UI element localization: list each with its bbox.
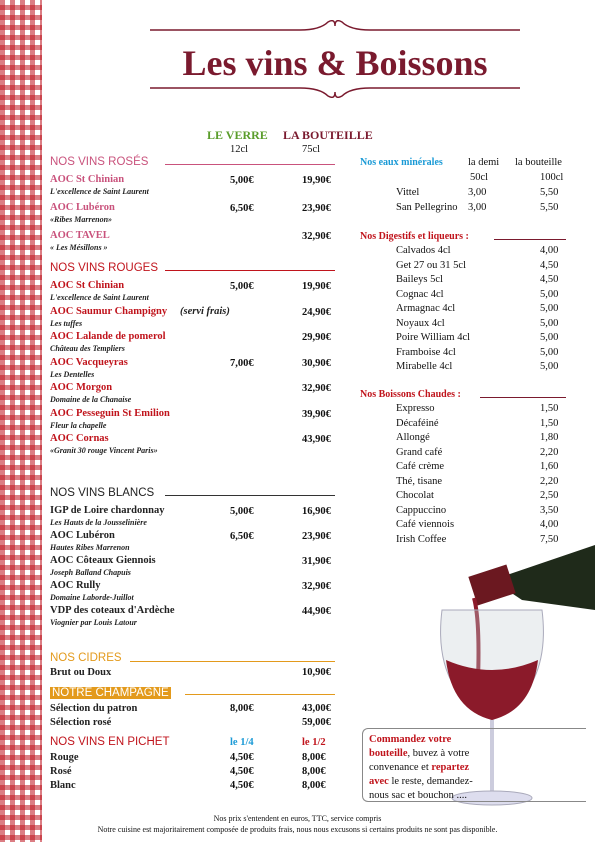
digestif-name: Cognac 4cl — [396, 288, 444, 300]
wine-producer: Domaine de la Chanaise — [50, 395, 132, 404]
pichet-price-half: 8,00€ — [302, 780, 326, 791]
note-text-4: convenance et — [369, 762, 432, 773]
pichet-name: Blanc — [50, 780, 76, 791]
price-bouteille: 43,90€ — [302, 434, 331, 445]
wine-note: (servi frais) — [180, 305, 230, 317]
price-verre: 7,00€ — [230, 357, 254, 369]
digestif-name: Baileys 5cl — [396, 274, 443, 285]
digestif-price: 5,00 — [540, 332, 559, 343]
pichet-col2: le 1/2 — [302, 737, 326, 748]
price-bouteille: 23,90€ — [302, 203, 331, 214]
section-heading-digestifs: Nos Digestifs et liqueurs : — [360, 231, 469, 242]
note-text-8: nous sac et bouchon .... — [369, 790, 467, 801]
price-bouteille: 16,90€ — [302, 506, 331, 517]
wine-name: AOC Vacqueyras — [50, 356, 128, 368]
price-bouteille: 19,90€ — [302, 281, 331, 292]
eaux-size1: 50cl — [470, 172, 489, 183]
wine-name: AOC Lubéron — [50, 202, 115, 213]
pichet-price-half: 8,00€ — [302, 766, 326, 777]
digestif-name: Armagnac 4cl — [396, 303, 456, 314]
price-bouteille: 44,90€ — [302, 606, 331, 617]
ornament-top-icon — [150, 20, 520, 34]
boisson-price: 1,60 — [540, 461, 559, 472]
digestif-price: 4,00 — [540, 245, 559, 256]
price-bouteille: 24,90€ — [302, 306, 331, 318]
section-heading-eaux: Nos eaux minérales — [360, 157, 443, 168]
footer-prices: Nos prix s'entendent en euros, TTC, service compris — [213, 814, 382, 823]
pichet-price-quarter: 4,50€ — [230, 752, 254, 763]
eau-price-bouteille: 5,50 — [540, 187, 559, 198]
wine-producer: Château des Templiers — [50, 344, 125, 353]
wine-producer: «Granit 30 rouge Vincent Paris» — [50, 446, 158, 455]
digestif-name: Poire William 4cl — [396, 332, 471, 343]
wine-producer: Les Dentelles — [50, 369, 95, 379]
eau-name: Vittel — [396, 187, 420, 198]
price-bouteille: 29,90€ — [302, 332, 331, 343]
pichet-price-quarter: 4,50€ — [230, 766, 254, 777]
digestif-name: Framboise 4cl — [396, 346, 456, 358]
wine-name: AOC Rully — [50, 580, 101, 591]
section-rule — [165, 164, 335, 165]
digestif-name: Get 27 ou 31 5cl — [396, 259, 466, 271]
price-verre: 5,00€ — [230, 175, 254, 186]
wine-producer: L'excellence de Saint Laurent — [50, 187, 149, 196]
section-rule — [480, 397, 566, 398]
eau-name: San Pellegrino — [396, 202, 458, 213]
footer-notice: Notre cuisine est majoritairement composée de produits frais, nous nous excusons si certains produits ne sont pas disponible. — [97, 825, 498, 834]
wine-name: AOC St Chinian — [50, 280, 125, 291]
price-bouteille: 39,90€ — [302, 408, 331, 420]
note-text-2: bouteille — [369, 748, 408, 759]
note-text-7: le reste, demandez- — [388, 776, 473, 787]
wine-producer: Domaine Laborde-Juillot — [50, 593, 134, 602]
section-rule — [185, 694, 335, 695]
wine-producer: « Les Mésillons » — [50, 243, 108, 252]
ornament-bottom-icon — [150, 84, 520, 98]
price-bouteille: 43,00€ — [302, 703, 331, 714]
price-bouteille: 32,90€ — [302, 231, 331, 242]
note-text-5: repartez — [431, 762, 470, 773]
wine-name: AOC TAVEL — [50, 230, 110, 241]
wine-name: VDP des coteaux d'Ardèche — [50, 605, 175, 616]
boisson-name: Irish Coffee — [396, 533, 447, 545]
section-rule — [494, 239, 566, 240]
wine-producer: Hautes Ribes Marrenon — [50, 543, 130, 552]
checkered-border — [0, 0, 42, 842]
section-heading-rouges: NOS VINS ROUGES — [50, 262, 158, 274]
boisson-price: 1,50 — [540, 417, 559, 429]
digestif-price: 5,00 — [540, 346, 559, 358]
boisson-price: 3,50 — [540, 504, 559, 516]
price-bouteille: 19,90€ — [302, 175, 331, 186]
boisson-name: Thé, tisane — [396, 475, 443, 487]
col-bouteille-size: 75cl — [302, 144, 321, 155]
champagne-name: Sélection du patron — [50, 703, 138, 714]
digestif-price: 5,00 — [540, 288, 559, 300]
digestif-price: 4,50 — [540, 259, 559, 271]
section-rule — [165, 270, 335, 271]
boisson-name: Café crème — [396, 461, 445, 472]
section-rule — [165, 495, 335, 496]
digestif-price: 5,00 — [540, 303, 559, 314]
cidre-name: Brut ou Doux — [50, 667, 112, 678]
col-verre: LE VERRE — [207, 128, 268, 142]
price-bouteille: 31,90€ — [302, 556, 331, 567]
wine-producer: Fleur la chapelle — [50, 420, 107, 430]
cidre-price: 10,90€ — [302, 667, 331, 678]
note-text-6: avec — [369, 776, 389, 787]
pichet-col1: le 1/4 — [230, 737, 254, 748]
section-rule — [130, 661, 335, 662]
boisson-price: 2,20 — [540, 475, 559, 487]
pichet-price-quarter: 4,50€ — [230, 780, 254, 791]
note-text-3: , buvez à votre — [407, 748, 470, 759]
eau-price-demi: 3,00 — [468, 202, 487, 213]
section-heading-blancs: NOS VINS BLANCS — [50, 487, 155, 499]
section-heading-pichet: NOS VINS EN PICHET — [50, 736, 170, 748]
digestif-name: Noyaux 4cl — [396, 317, 445, 329]
col-verre-size: 12cl — [230, 144, 249, 155]
col-bouteille: LA BOUTEILLE — [283, 128, 373, 142]
wine-name: AOC Saumur Champigny — [50, 305, 168, 317]
wine-producer: Les Hauts de la Jousselinière — [50, 518, 147, 527]
boisson-name: Chocolat — [396, 490, 434, 501]
boisson-price: 4,00 — [540, 519, 559, 530]
title-block — [150, 18, 520, 98]
wine-name: AOC Cornas — [50, 433, 109, 444]
section-heading-cidres: NOS CIDRES — [50, 652, 122, 664]
digestif-name: Mirabelle 4cl — [396, 361, 453, 372]
boisson-price: 1,80 — [540, 432, 559, 443]
boisson-price: 1,50 — [540, 403, 559, 414]
boisson-name: Allongé — [396, 432, 430, 443]
boisson-price: 2,20 — [540, 446, 559, 458]
price-bouteille: 32,90€ — [302, 581, 331, 592]
wine-producer: L'excellence de Saint Laurent — [50, 293, 149, 302]
eaux-col1: la demi — [468, 157, 500, 168]
wine-producer: «Ribes Marrenon» — [50, 215, 113, 224]
boisson-name: Expresso — [396, 403, 435, 414]
boisson-name: Grand café — [396, 446, 443, 458]
wine-producer: Viognier par Louis Latour — [50, 618, 137, 627]
price-verre: 5,00€ — [230, 506, 254, 517]
pichet-price-half: 8,00€ — [302, 752, 326, 763]
wine-name: AOC St Chinian — [50, 174, 125, 185]
boisson-price: 2,50 — [540, 490, 559, 501]
boisson-name: Décaféiné — [396, 417, 439, 429]
pichet-name: Rosé — [50, 766, 72, 777]
price-bouteille: 23,90€ — [302, 531, 331, 542]
eaux-size2: 100cl — [540, 172, 564, 183]
boisson-name: Café viennois — [396, 519, 455, 530]
price-bouteille: 59,00€ — [302, 717, 331, 728]
price-bouteille: 32,90€ — [302, 383, 331, 394]
wine-name: AOC Lubéron — [50, 530, 115, 541]
wine-producer: Joseph Balland Chapuis — [50, 568, 131, 577]
note-text-1: Commandez votre — [369, 734, 452, 745]
price-verre: 6,50€ — [230, 531, 254, 542]
price-verre: 8,00€ — [230, 703, 254, 714]
bottle-note — [362, 728, 586, 802]
price-verre: 6,50€ — [230, 203, 254, 214]
digestif-price: 4,50 — [540, 274, 559, 285]
digestif-price: 5,00 — [540, 317, 559, 329]
digestif-name: Calvados 4cl — [396, 245, 451, 256]
boisson-name: Cappuccino — [396, 504, 447, 516]
digestif-price: 5,00 — [540, 361, 559, 372]
eaux-col2: la bouteille — [515, 157, 562, 168]
price-bouteille: 30,90€ — [302, 357, 331, 369]
wine-name: AOC Lalande de pomerol — [50, 331, 166, 342]
wine-name: AOC Pesseguin St Emilion — [50, 407, 170, 419]
section-heading-chaudes: Nos Boissons Chaudes : — [360, 389, 461, 400]
pichet-name: Rouge — [50, 752, 79, 763]
section-heading-roses: NOS VINS ROSÉS — [50, 156, 149, 168]
eau-price-demi: 3,00 — [468, 187, 487, 198]
wine-name: AOC Côteaux Giennois — [50, 555, 156, 566]
wine-name: AOC Morgon — [50, 382, 113, 393]
boisson-price: 7,50 — [540, 533, 559, 545]
wine-name: IGP de Loire chardonnay — [50, 505, 165, 516]
price-verre: 5,00€ — [230, 281, 254, 292]
page-title: Les vins & Boissons — [182, 43, 488, 83]
section-heading-champagne: NOTRE CHAMPAGNE — [52, 687, 169, 699]
champagne-name: Sélection rosé — [50, 717, 112, 728]
eau-price-bouteille: 5,50 — [540, 202, 559, 213]
wine-producer: Les tuffes — [50, 318, 83, 328]
